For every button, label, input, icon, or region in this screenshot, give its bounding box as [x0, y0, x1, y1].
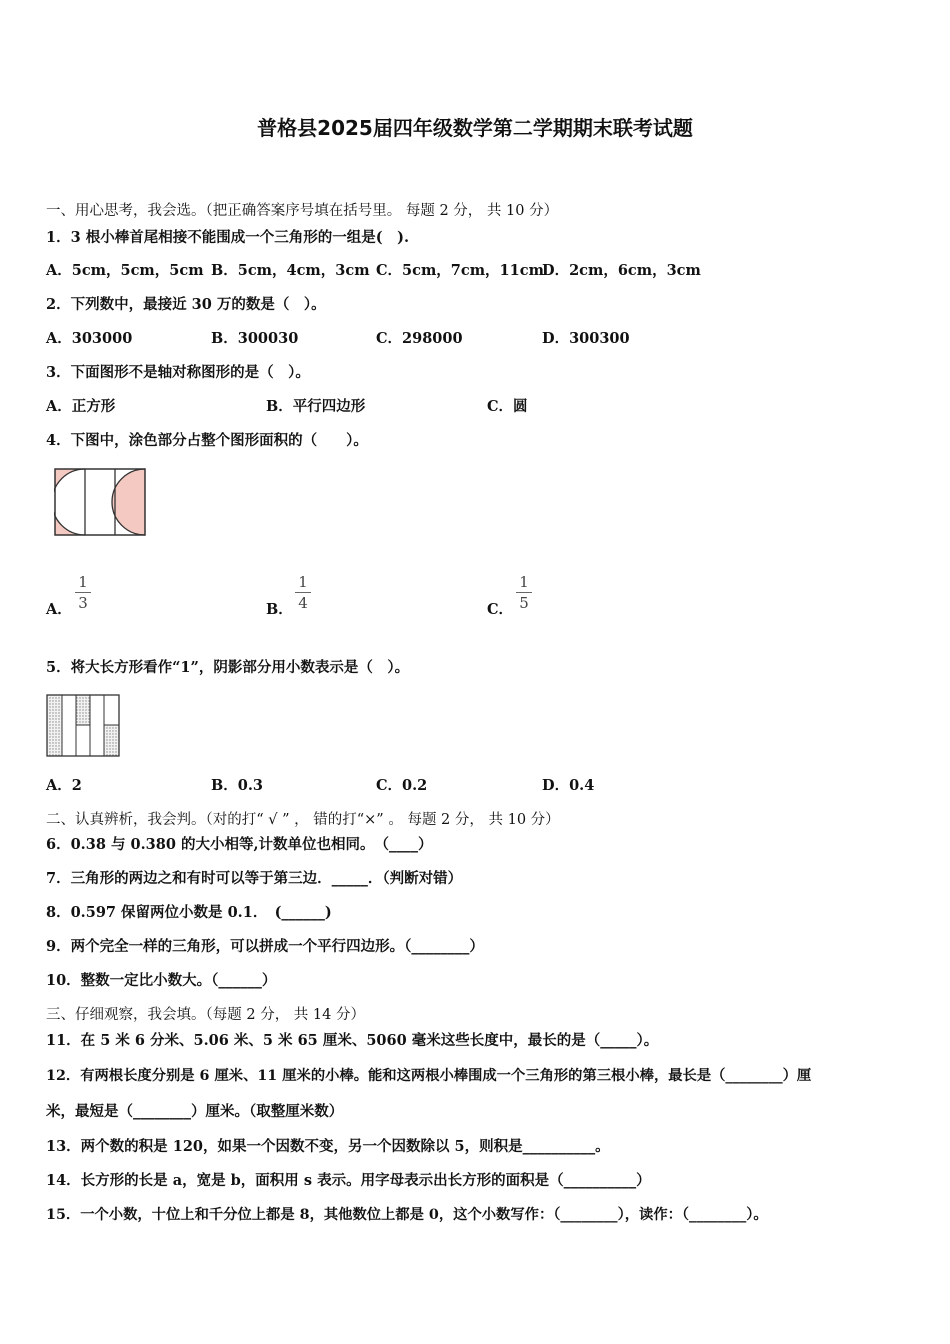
q5-option-b: B．0.3: [211, 777, 263, 794]
q5-option-c: C．0.2: [376, 777, 428, 794]
q5-rectangle-figure: [46, 694, 122, 758]
question-3: 3．下面图形不是轴对称图形的是（ ）。: [46, 364, 310, 381]
question-13: 13．两个数的积是 120，如果一个因数不变，另一个因数除以 5，则积是__________。: [46, 1138, 610, 1155]
q3-option-c: C．圆: [487, 398, 528, 415]
question-8: 8．0.597 保留两位小数是 0.1． (______): [46, 904, 332, 921]
q2-option-c: C．298000: [376, 330, 463, 347]
q4-option-a-fraction: [75, 573, 91, 612]
q4-option-b-fraction: [295, 573, 311, 612]
question-1: 1．3 根小棒首尾相接不能围成一个三角形的一组是( ).: [46, 229, 409, 246]
q4-option-b-denominator: 4: [298, 594, 308, 612]
q1-option-a: A．5cm，5cm，5cm: [46, 262, 204, 279]
q5-option-a: A．2: [46, 777, 82, 794]
question-12-line-1: 12．有两根长度分别是 6 厘米、11 厘米的小棒。能和这两根小棒围成一个三角形的第三根小棒，最长是（________）厘: [46, 1068, 812, 1084]
q4-option-c-fraction: [516, 573, 532, 612]
q4-option-c-denominator: 5: [519, 594, 529, 612]
q5-option-d: D．0.4: [542, 777, 595, 794]
question-6: 6．0.38 与 0.380 的大小相等,计数单位也相同。 （____）: [46, 836, 433, 853]
q4-option-c-numerator: 1: [519, 573, 529, 591]
question-7: 7．三角形的两边之和有时可以等于第三边．_____．（判断对错）: [46, 870, 463, 887]
q4-option-c-label: C．: [487, 601, 514, 618]
section-3-heading: 三、仔细观察，我会填。（每题 2 分， 共 14 分）: [46, 1007, 365, 1023]
question-15: 15．一个小数，十位上和千分位上都是 8，其他数位上都是 0，这个小数写作：（________），读作：（________）。: [46, 1207, 768, 1223]
question-12-line-2: 米，最短是（________）厘米。（取整厘米数）: [46, 1103, 344, 1120]
q4-shaded-figure: [54, 468, 148, 538]
q2-option-d: D．300300: [542, 330, 630, 347]
section-1-heading: 一、用心思考，我会选。（把正确答案序号填在括号里。 每题 2 分， 共 10 分）: [46, 203, 559, 219]
q4-option-b-numerator: 1: [298, 573, 308, 591]
q1-option-d: D．2cm，6cm，3cm: [542, 262, 701, 279]
question-9: 9．两个完全一样的三角形，可以拼成一个平行四边形。（________）: [46, 938, 484, 955]
q4-option-a-label: A．: [46, 601, 72, 618]
q2-option-a: A．303000: [46, 330, 133, 347]
question-2: 2．下列数中，最接近 30 万的数是（ ）。: [46, 296, 326, 313]
question-14: 14．长方形的长是 a，宽是 b，面积用 s 表示。用字母表示出长方形的面积是（__________）: [46, 1172, 651, 1189]
q3-option-a: A．正方形: [46, 398, 116, 415]
q2-option-b: B．300030: [211, 330, 299, 347]
q4-option-b-label: B．: [266, 601, 293, 618]
q4-option-a-denominator: 3: [78, 594, 88, 612]
q1-option-b: B．5cm，4cm，3cm: [211, 262, 370, 279]
question-11: 11．在 5 米 6 分米、5.06 米、5 米 65 厘米、5060 毫米这些长度中，最长的是（_____）。: [46, 1032, 659, 1049]
section-2-heading: 二、认真辨析，我会判。（对的打“ √ ” ， 错的打“×” 。 每题 2 分， 共 10 分）: [46, 812, 560, 828]
question-4: 4．下图中，涂色部分占整个图形面积的（ ）。: [46, 432, 368, 449]
page-title: 普格县2025届四年级数学第二学期期末联考试题: [257, 116, 693, 140]
q3-option-b: B．平行四边形: [266, 398, 366, 415]
question-5: 5．将大长方形看作“1”，阴影部分用小数表示是（ ）。: [46, 659, 410, 676]
q1-option-c: C．5cm，7cm，11cm: [376, 262, 544, 279]
q4-option-a-numerator: 1: [78, 573, 88, 591]
question-10: 10．整数一定比小数大。（______）: [46, 972, 277, 989]
